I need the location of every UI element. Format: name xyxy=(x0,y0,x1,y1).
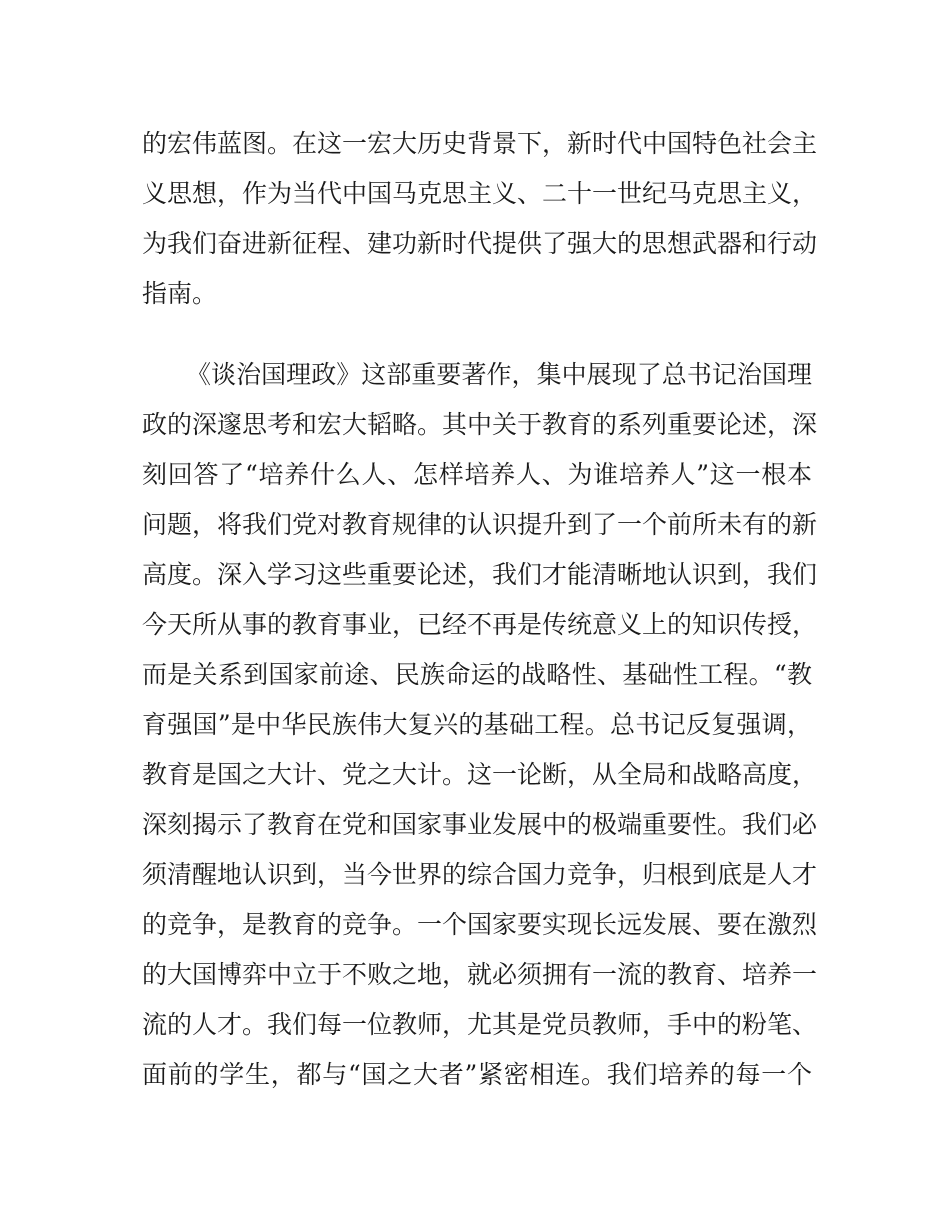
text-line: 指南。 xyxy=(142,279,218,308)
text-line: 政的深邃思考和宏大韬略。其中关于教育的系列重要论述，深 xyxy=(142,410,818,439)
text-line: 育强国”是中华民族伟大复兴的基础工程。总书记反复强调， xyxy=(142,710,812,739)
text-line: 的大国博弈中立于不败之地，就必须拥有一流的教育、培养一 xyxy=(142,960,818,989)
text-line: 面前的学生，都与“国之大者”紧密相连。我们培养的每一个 xyxy=(142,1060,812,1089)
text-line: 流的人才。我们每一位教师，尤其是党员教师，手中的粉笔、 xyxy=(142,1010,818,1039)
text-line: 今天所从事的教育事业，已经不再是传统意义上的知识传授， xyxy=(142,610,818,639)
text-line: 刻回答了“培养什么人、怎样培养人、为谁培养人”这一根本 xyxy=(142,460,812,489)
text-line: 的宏伟蓝图。在这一宏大历史背景下，新时代中国特色社会主 xyxy=(142,129,818,158)
text-line: 教育是国之大计、党之大计。这一论断，从全局和战略高度， xyxy=(142,760,818,789)
text-line: 高度。深入学习这些重要论述，我们才能清晰地认识到，我们 xyxy=(142,560,818,589)
text-line: 义思想，作为当代中国马克思主义、二十一世纪马克思主义， xyxy=(142,179,818,208)
text-line: 而是关系到国家前途、民族命运的战略性、基础性工程。“教 xyxy=(142,660,812,689)
text-line: 《谈治国理政》这部重要著作，集中展现了总书记治国理 xyxy=(186,360,812,389)
text-line: 须清醒地认识到，当今世界的综合国力竞争，归根到底是人才 xyxy=(142,860,818,889)
text-line: 为我们奋进新征程、建功新时代提供了强大的思想武器和行动 xyxy=(142,229,818,258)
text-line: 深刻揭示了教育在党和国家事业发展中的极端重要性。我们必 xyxy=(142,810,818,839)
text-line: 问题，将我们党对教育规律的认识提升到了一个前所未有的新 xyxy=(142,510,818,539)
text-line: 的竞争，是教育的竞争。一个国家要实现长远发展、要在激烈 xyxy=(142,910,818,939)
